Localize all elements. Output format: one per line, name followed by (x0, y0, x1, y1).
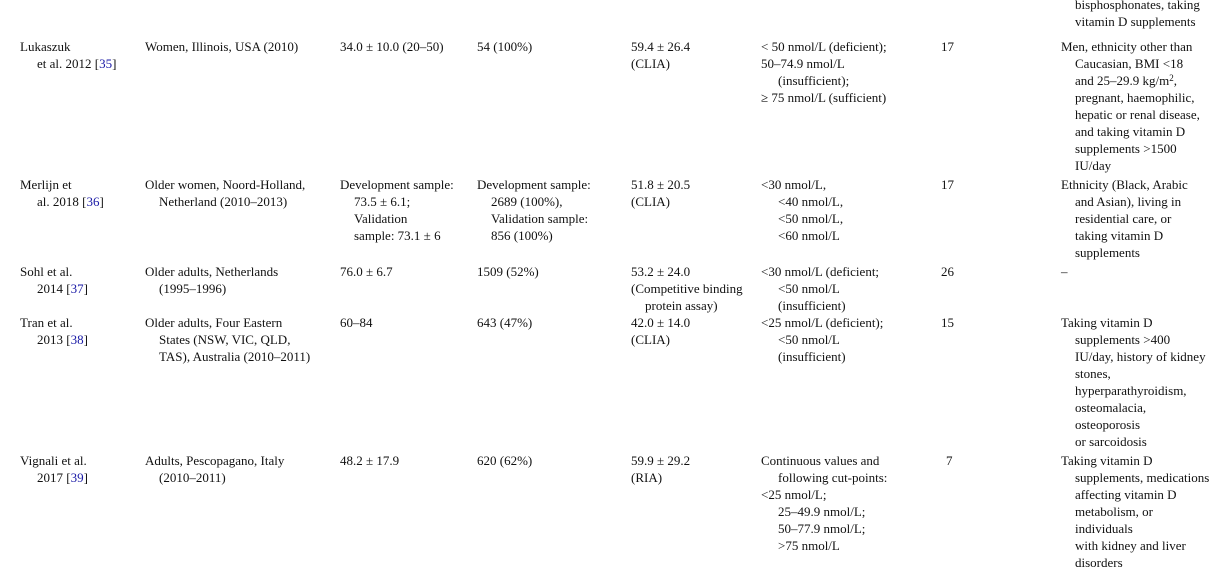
quality-score-cell: 15 (941, 315, 954, 330)
age-cell: Development sample: 73.5 ± 6.1; Validation sample: 73.1 ± 6 (340, 177, 454, 243)
quality-score-cell: 26 (941, 264, 954, 279)
study-cell: Merlijn et al. 2018 [36] (20, 177, 104, 209)
age-cell: 60–84 (340, 315, 373, 330)
sample-size-cell: 1509 (52%) (477, 264, 539, 279)
cutpoints-cell: <30 nmol/L (deficient; <50 nmol/L (insufficient) (761, 264, 880, 313)
vitamin-d-cell: 53.2 ± 24.0 (Competitive binding protein assay) (631, 264, 743, 313)
reference-link[interactable]: 36 (86, 194, 100, 209)
cutpoints-cell: <30 nmol/L, <40 nmol/L, <50 nmol/L, <60 nmol/L (761, 177, 844, 243)
carryover-exclusion (1061, 0, 1200, 30)
exclusion-cell: – (1061, 264, 1068, 279)
cutpoints-cell: <25 nmol/L (deficient); <50 nmol/L (insufficient) (761, 315, 884, 364)
quality-score-cell: 7 (946, 453, 953, 468)
population-cell: Adults, Pescopagano, Italy (2010–2011) (145, 453, 285, 485)
quality-score-cell: 17 (941, 39, 954, 54)
sample-size-cell: 643 (47%) (477, 315, 533, 330)
vitamin-d-cell: 51.8 ± 20.5 (CLIA) (631, 177, 691, 209)
reference-link[interactable]: 38 (70, 332, 84, 347)
exclusion-cell: Taking vitamin D supplements, medications affecting vitamin D metabolism, or individuals with kidney and liver disorders (1061, 453, 1210, 570)
exclusion-cell: Taking vitamin D supplements >400 IU/day, history of kidney stones, hyperparathyroidism, osteomalacia, osteoporosis or sarcoidosis (1061, 315, 1206, 449)
population-cell: Older adults, Netherlands (1995–1996) (145, 264, 279, 296)
population-cell: Older women, Noord-Holland, Netherland (2010–2013) (145, 177, 306, 209)
population-cell: Older adults, Four Eastern States (NSW, VIC, QLD, TAS), Australia (2010–2011) (145, 315, 311, 364)
study-cell: Sohl et al. 2014 [37] (20, 264, 88, 296)
vitamin-d-cell: 42.0 ± 14.0 (CLIA) (631, 315, 691, 347)
population-cell: Women, Illinois, USA (2010) (145, 39, 299, 54)
vitamin-d-cell: 59.9 ± 29.2 (RIA) (631, 453, 691, 485)
exclusion-cell: Ethnicity (Black, Arabic and Asian), living in residential care, or taking vitamin D supplements (1061, 177, 1188, 260)
study-cell: Lukaszuk et al. 2012 [35] (20, 39, 117, 71)
quality-score-cell: 17 (941, 177, 954, 192)
carryover-line: vitamin D supplements (1075, 14, 1196, 29)
cutpoints-cell: Continuous values and following cut-points: <25 nmol/L; 25–49.9 nmol/L; 50–77.9 nmol/L; >75 nmol/L (761, 453, 888, 553)
vitamin-d-cell: 59.4 ± 26.4 (CLIA) (631, 39, 691, 71)
sample-size-cell: 620 (62%) (477, 453, 533, 468)
cutpoints-cell: < 50 nmol/L (deficient); 50–74.9 nmol/L (insufficient); ≥ 75 nmol/L (sufficient) (761, 39, 887, 105)
sample-size-cell: 54 (100%) (477, 39, 533, 54)
carryover-line: bisphosphonates, taking (1075, 0, 1200, 12)
age-cell: 48.2 ± 17.9 (340, 453, 400, 468)
study-cell: Vignali et al. 2017 [39] (20, 453, 88, 485)
sample-size-cell: Development sample: 2689 (100%), Validation sample: 856 (100%) (477, 177, 591, 243)
reference-link[interactable]: 37 (70, 281, 84, 296)
exclusion-cell: Men, ethnicity other than Caucasian, BMI <18 and 25–29.9 $kg/m^2$, pregnant, haemophilic, hepatic or renal disease, and taking vitamin D supplements >1500 IU/day (1061, 39, 1200, 173)
age-cell: 34.0 ± 10.0 (20–50) (340, 39, 444, 54)
reference-link[interactable]: 39 (70, 470, 84, 485)
age-cell: 76.0 ± 6.7 (340, 264, 393, 279)
reference-link[interactable]: 35 (99, 56, 113, 71)
study-cell: Tran et al. 2013 [38] (20, 315, 88, 347)
